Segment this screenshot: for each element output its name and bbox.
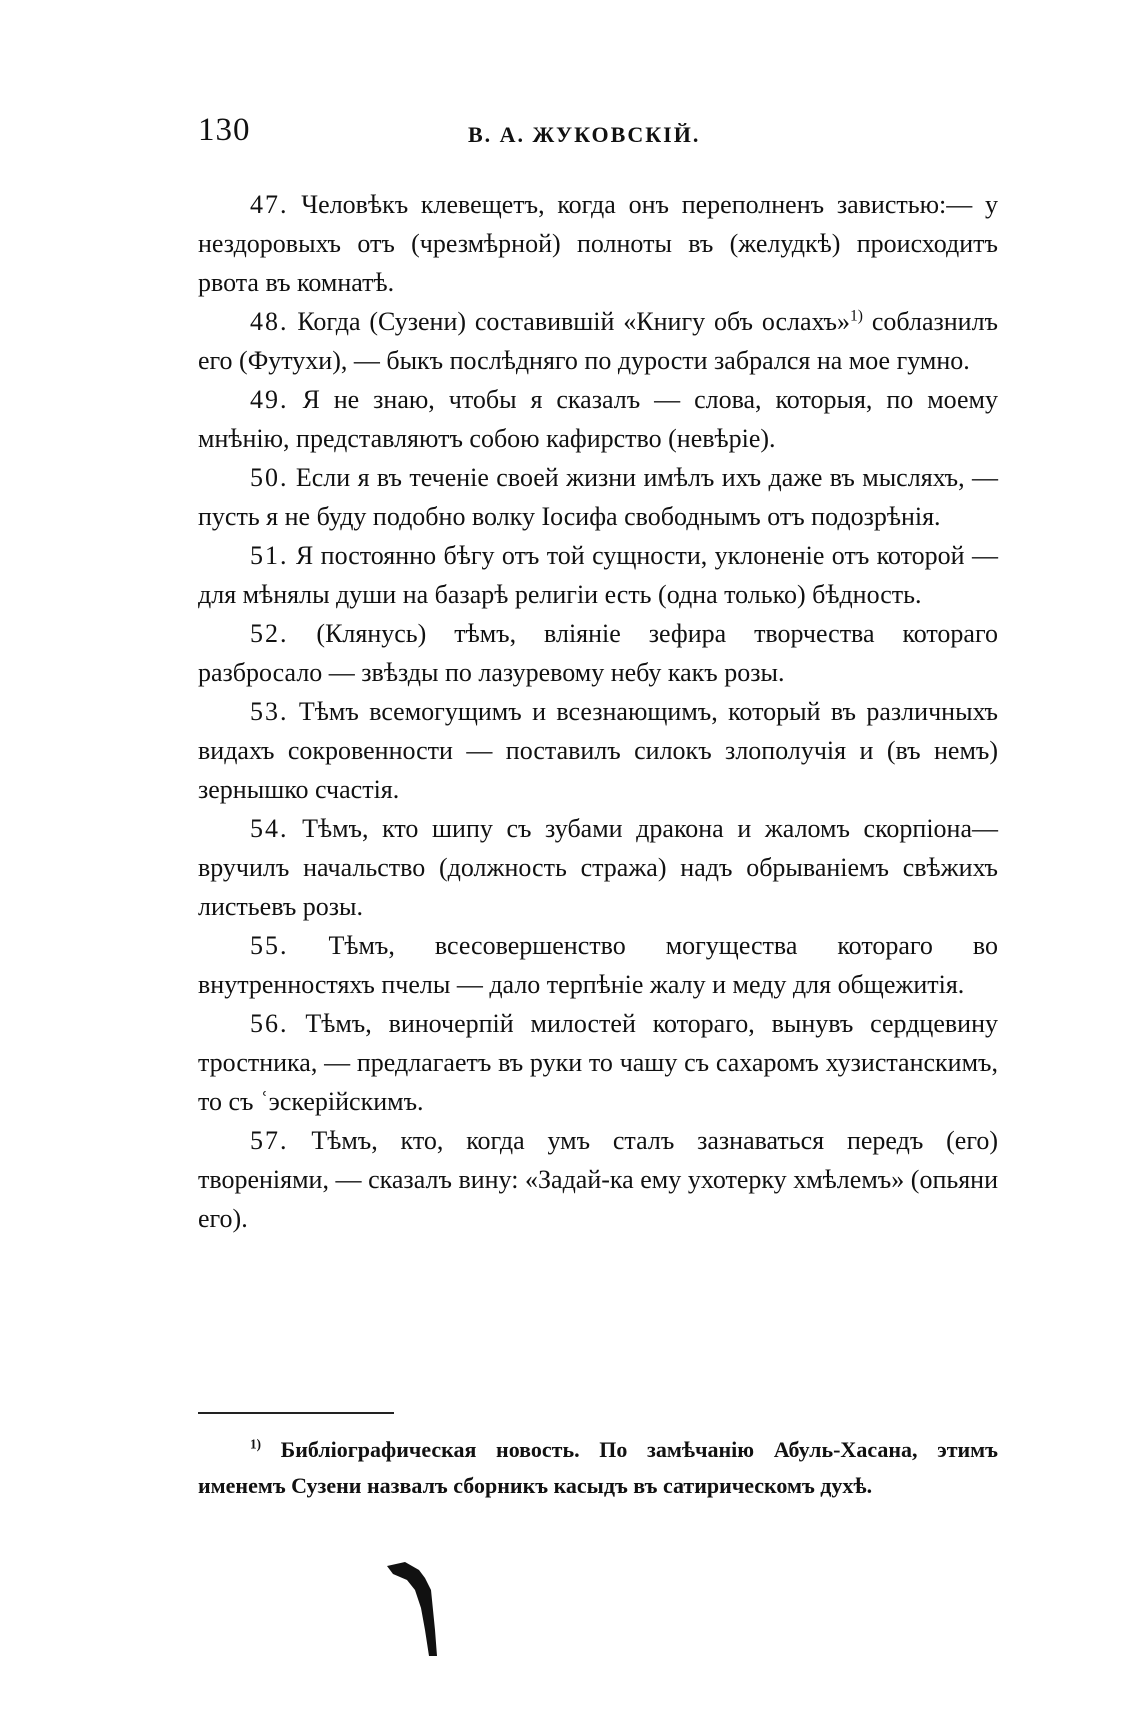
paragraph-text: соблазнилъ его (Футухи), — быкъ послѣдняго по дурости забрался на мое гумно. [198,307,998,375]
page-header [198,112,998,152]
scan-ink-mark [385,1560,465,1660]
paragraph-text: Тѣмъ, виночерпій милостей котораго, вынувъ сердцевину тростника, — предлагаетъ въ руки то чашу съ сахаромъ хузистанскимъ, то съ ʿэскерійскимъ. [198,1009,998,1116]
paragraph-57 [198,1121,998,1238]
paragraph-text: Я постоянно бѣгу отъ той сущности, уклоненіе отъ которой — для мѣнялы души на базарѣ религіи есть (одна только) бѣдность. [198,541,998,609]
paragraph-53 [198,692,998,809]
paragraph-text: Я не знаю, чтобы я сказалъ — слова, которыя, по моему мнѣнію, представляютъ собою кафирство (невѣріе). [198,385,998,453]
paragraph-55 [198,926,998,1004]
paragraph-text: Если я въ теченіе своей жизни имѣлъ ихъ даже въ мысляхъ, — пусть я не буду подобно волку Іосифа свободнымъ отъ подозрѣнія. [198,463,998,531]
footnote-text: Библіографическая новость. По замѣчанію Абуль-Хасана, этимъ именемъ Сузени назвалъ сборникъ касыдъ въ сатирическомъ духѣ. [198,1437,998,1498]
paragraph-56 [198,1004,998,1121]
page-number: 130 [198,112,251,148]
paragraph-number: 48. [250,307,289,336]
running-title: В. А. ЖУКОВСКІЙ. [468,122,701,147]
paragraph-51 [198,536,998,614]
paragraph-text: Человѣкъ клевещетъ, когда онъ переполненъ завистью:— у нездоровыхъ отъ (чрезмѣрной) полноты въ (желудкѣ) происходитъ рвота въ комнатѣ. [198,190,998,297]
paragraph-50 [198,458,998,536]
paragraph-text: Когда (Сузени) составившій «Книгу объ ослахъ» [288,307,850,336]
paragraph-text: Тѣмъ, всесовершенство могущества котораго во внутренностяхъ пчелы — дало терпѣніе жалу и меду для общежитія. [198,931,998,999]
paragraph-number: 53. [250,697,289,726]
paragraph-47 [198,185,998,302]
paragraph-number: 56. [250,1009,289,1038]
footnote-reference: 1) [850,307,863,325]
paragraph-text: Тѣмъ, кто, когда умъ сталъ зазнаваться передъ (его) твореніями, — сказалъ вину: «Задай-ка ему ухотерку хмѣлемъ» (опьяни его). [198,1126,998,1233]
paragraph-number: 54. [250,814,289,843]
paragraph-number: 55. [250,931,289,960]
paragraph-54 [198,809,998,926]
paragraph-number: 51. [250,541,289,570]
paragraph-text: Тѣмъ, кто шипу съ зубами дракона и жаломъ скорпіона— вручилъ начальство (должность стража) надъ обрываніемъ свѣжихъ листьевъ розы. [198,814,998,921]
paragraph-text: (Клянусь) тѣмъ, вліяніе зефира творчества котораго разбросало — звѣзды по лазуревому небу какъ розы. [198,619,998,687]
paragraph-number: 52. [250,619,289,648]
paragraph-52 [198,614,998,692]
paragraph-number: 50. [250,463,289,492]
paragraph-number: 57. [250,1126,289,1155]
footnote [198,1432,998,1504]
paragraph-48 [198,302,998,380]
footnote-marker: 1) [250,1436,261,1452]
main-text [198,185,998,1238]
footnote-divider [198,1412,394,1414]
paragraph-text: Тѣмъ всемогущимъ и всезнающимъ, который въ различныхъ видахъ сокровенности — поставилъ силокъ злополучія и (въ немъ) зернышко счастія. [198,697,998,804]
paragraph-number: 47. [250,190,289,219]
paragraph-49 [198,380,998,458]
paragraph-number: 49. [250,385,289,414]
